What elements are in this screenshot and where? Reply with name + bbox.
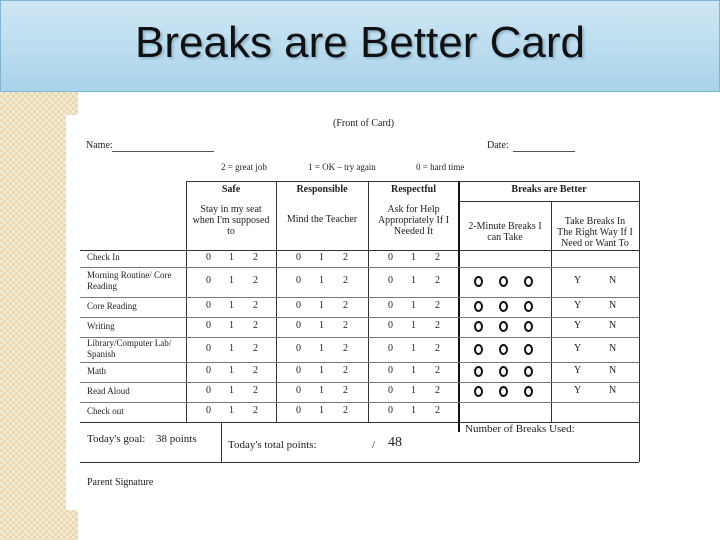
break-circle (524, 344, 533, 355)
row-label: Core Reading (87, 300, 137, 311)
row-label: Library/Computer Lab/ (87, 337, 172, 348)
yes-option: Y (574, 385, 582, 396)
rating-option: 1 (411, 251, 416, 263)
row-label: Check In (87, 252, 120, 262)
rating-option: 0 (206, 251, 211, 263)
row-label: Writing (87, 320, 115, 331)
rating-option: 0 (296, 365, 301, 376)
column-desc-safe: when I'm supposed (192, 215, 270, 226)
rating-option: 0 (206, 405, 211, 416)
rating-option: 0 (388, 405, 393, 416)
rating-option: 2 (435, 342, 440, 354)
total-points-label: Today's total points: (228, 439, 317, 451)
breaks-subheader-take-breaks: Take Breaks In (564, 216, 626, 227)
rating-option: 0 (296, 405, 301, 416)
rating-option: 1 (229, 342, 234, 354)
rating-option: 1 (319, 300, 324, 311)
row-line (80, 362, 639, 363)
rating-option: 2 (253, 385, 258, 396)
rating-option: 1 (229, 275, 234, 286)
rating-option: 1 (319, 385, 324, 396)
rating-option: 1 (319, 320, 324, 331)
row-line (80, 382, 639, 383)
front-of-card-label: (Front of Card) (333, 118, 395, 129)
break-circle (474, 301, 483, 312)
rating-option: 0 (388, 251, 393, 263)
no-option: N (609, 320, 617, 331)
rating-option: 2 (343, 365, 348, 376)
rating-option: 0 (388, 365, 393, 376)
rating-option: 1 (229, 320, 234, 331)
footer-divider (221, 422, 222, 462)
date-label: Date: (487, 140, 509, 151)
column-header-breaks: Breaks are Better (511, 184, 587, 195)
break-circle (474, 321, 483, 332)
yes-option: Y (574, 365, 582, 376)
yes-option: Y (574, 300, 582, 311)
column-header-safe: Safe (221, 184, 241, 195)
break-circle (474, 366, 483, 377)
column-header-responsible: Responsible (296, 184, 348, 195)
rating-option: 0 (388, 385, 393, 396)
rating-option: 0 (206, 300, 211, 311)
rating-option: 1 (411, 320, 416, 331)
row-label: Read Aloud (87, 385, 130, 396)
row-line (80, 317, 639, 318)
rating-option: 1 (229, 365, 234, 376)
break-circle (499, 366, 508, 377)
rating-option: 2 (253, 275, 258, 286)
rating-option: 1 (319, 365, 324, 376)
break-circle (524, 321, 533, 332)
breaks-used-label: Number of Breaks Used: (465, 423, 575, 435)
row-label: Reading (87, 281, 117, 291)
rating-option: 2 (343, 300, 348, 311)
row-line (80, 267, 639, 268)
column-desc-respectful: Appropriately If I (377, 215, 450, 226)
break-circle (474, 276, 483, 287)
row-label: Spanish (87, 348, 116, 359)
grid-right-border (639, 181, 640, 462)
rating-option: 0 (206, 320, 211, 331)
rating-option: 2 (253, 405, 258, 416)
row-line (80, 402, 639, 403)
rating-option: 0 (388, 342, 393, 354)
rating-option: 0 (388, 300, 393, 311)
goal-label: Today's goal: (87, 433, 146, 445)
column-desc-safe: to (227, 226, 235, 237)
rating-option: 2 (435, 275, 440, 286)
rating-option: 0 (296, 275, 301, 286)
rating-option: 1 (319, 405, 324, 416)
row-line (80, 297, 639, 298)
rating-option: 1 (411, 275, 416, 286)
rating-option: 2 (253, 251, 258, 263)
name-label: Name: (86, 140, 113, 151)
break-circle (524, 276, 533, 287)
column-desc-responsible: Mind the Teacher (286, 214, 358, 225)
no-option: N (609, 300, 617, 311)
row-label: Morning Routine/ Core (87, 270, 172, 280)
rating-option: 2 (343, 405, 348, 416)
rating-option: 0 (296, 251, 301, 263)
row-label: Math (87, 365, 106, 376)
footer-bottom-line (80, 462, 639, 463)
header-top-line (186, 181, 639, 182)
rating-option: 1 (319, 342, 324, 354)
rating-option: 2 (435, 251, 440, 263)
rating-option: 0 (206, 275, 211, 286)
rating-option: 2 (253, 320, 258, 331)
scale-great-label: 2 = great job (221, 162, 267, 172)
rating-option: 1 (411, 365, 416, 376)
rating-option: 2 (253, 300, 258, 311)
rating-option: 0 (296, 320, 301, 331)
yes-option: Y (574, 275, 582, 286)
rating-option: 1 (411, 385, 416, 396)
goal-value: 38 points (156, 433, 197, 445)
breaks-subheader-2min: can Take (487, 232, 523, 243)
slide-title: Breaks are Better Card (135, 18, 585, 67)
scale-hard-label: 0 = hard time (416, 162, 465, 172)
header-bottom-line (80, 250, 639, 251)
break-circle (474, 386, 483, 397)
rating-option: 2 (253, 342, 258, 354)
rating-option: 0 (296, 385, 301, 396)
break-circle (474, 344, 483, 355)
column-desc-respectful: Ask for Help (387, 204, 440, 215)
header-sub-line (459, 201, 639, 202)
break-circle (524, 366, 533, 377)
rating-option: 0 (206, 385, 211, 396)
total-points-slash: / (372, 439, 376, 451)
rating-option: 2 (253, 365, 258, 376)
break-circle (499, 321, 508, 332)
rating-option: 2 (435, 385, 440, 396)
break-circle (499, 344, 508, 355)
rating-option: 1 (229, 405, 234, 416)
rating-option: 2 (435, 365, 440, 376)
break-circle (499, 386, 508, 397)
column-desc-respectful: Needed It (393, 226, 434, 237)
date-blank-line (513, 151, 575, 152)
no-option: N (609, 275, 617, 286)
rating-option: 2 (343, 320, 348, 331)
breaks-subheader-take-breaks: Need or Want To (561, 238, 629, 249)
yes-option: Y (574, 320, 582, 331)
behavior-card (66, 115, 642, 510)
breaks-subheader-take-breaks: The Right Way If I (557, 227, 633, 238)
rating-option: 2 (435, 405, 440, 416)
rating-option: 2 (435, 300, 440, 311)
rating-option: 2 (343, 275, 348, 286)
rating-option: 1 (319, 251, 324, 263)
rating-option: 0 (296, 342, 301, 354)
break-circle (524, 386, 533, 397)
rating-option: 0 (206, 342, 211, 354)
rating-option: 1 (229, 251, 234, 263)
break-circle (524, 301, 533, 312)
rating-option: 1 (411, 342, 416, 354)
rating-option: 0 (206, 365, 211, 376)
no-option: N (609, 365, 617, 376)
rating-option: 0 (388, 275, 393, 286)
rating-option: 2 (435, 320, 440, 331)
break-circle (499, 301, 508, 312)
rating-option: 0 (388, 320, 393, 331)
rating-option: 1 (229, 300, 234, 311)
rating-option: 1 (411, 405, 416, 416)
column-header-respectful: Respectful (391, 184, 436, 195)
breaks-subheader-2min: 2-Minute Breaks I (468, 221, 542, 232)
yes-option: Y (574, 342, 582, 354)
rating-option: 0 (296, 300, 301, 311)
total-points-value: 48 (388, 435, 402, 450)
rating-option: 2 (343, 251, 348, 263)
no-option: N (609, 342, 617, 354)
parent-signature-label: Parent Signature (87, 477, 154, 488)
rating-option: 1 (229, 385, 234, 396)
rating-option: 2 (343, 385, 348, 396)
scale-ok-label: 1 = OK – try again (308, 162, 376, 172)
break-circle (499, 276, 508, 287)
rating-option: 1 (319, 275, 324, 286)
column-desc-safe: Stay in my seat (200, 204, 262, 215)
row-label: Check out (87, 405, 124, 416)
no-option: N (609, 385, 617, 396)
rating-option: 2 (343, 342, 348, 354)
name-blank-line (112, 151, 214, 152)
rating-option: 1 (411, 300, 416, 311)
